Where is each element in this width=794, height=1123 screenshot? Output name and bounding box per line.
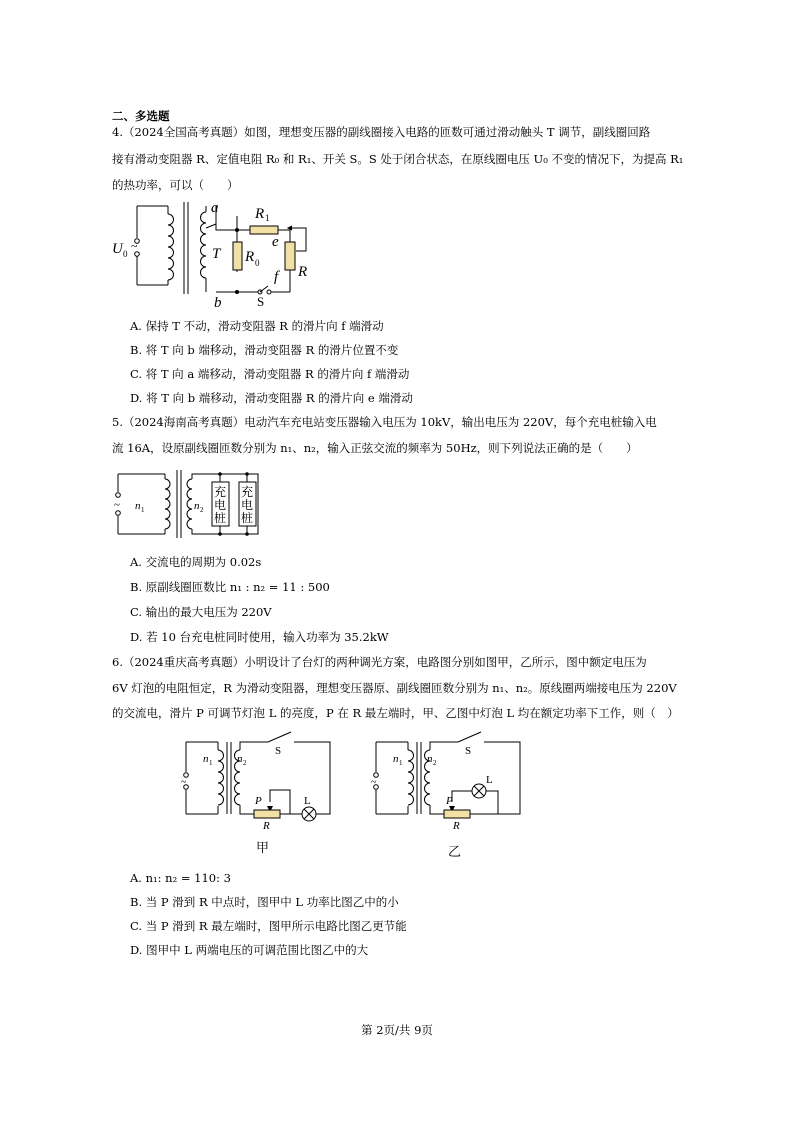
- q6b-lamp-l: L: [486, 774, 493, 786]
- q4-end-f: f: [274, 269, 279, 285]
- q5-pile1-char-2: 电: [214, 498, 227, 512]
- q5-pile1-char-3: 桩: [214, 511, 227, 525]
- q5-option-c: C. 输出的最大电压为 220V: [130, 605, 272, 619]
- q4-terminal-a: a: [211, 200, 219, 216]
- q4-line-2: 接有滑动变阻器 R、定值电阻 R₀ 和 R₁、开关 S。S 处于闭合状态，在原线圈电压 U₀ 不变的情况下，为提高 R₁: [112, 152, 684, 166]
- q4-end-e: e: [272, 234, 279, 250]
- q4-r1-label: R: [255, 206, 265, 222]
- q4-ac-symbol: ~: [131, 239, 138, 253]
- q6-figure-jia: [178, 728, 338, 856]
- q5-n1-subscript: 1: [141, 506, 145, 514]
- q6b-rheostat-r: R: [453, 820, 460, 832]
- q5-n2-subscript: 2: [200, 506, 204, 514]
- q5-pile2-char-1: 充: [241, 485, 254, 499]
- q6a-slider-p: P: [255, 795, 262, 807]
- q6b-n2-label: n: [427, 753, 433, 765]
- q4-option-c: C. 将 T 向 a 端移动，滑动变阻器 R 的滑片向 f 端滑动: [130, 367, 410, 381]
- q4-line-1: 4.（2024全国高考真题）如图，理想变压器的副线圈接入电路的匝数可通过滑动触头 T 调节，副线圈回路: [112, 125, 651, 139]
- page-footer: 第 2页/共 9页: [361, 1023, 433, 1037]
- q5-option-a: A. 交流电的周期为 0.02s: [130, 555, 262, 569]
- q5-pile2-char-2: 电: [241, 498, 254, 512]
- q4-option-a: A. 保持 T 不动，滑动变阻器 R 的滑片向 f 端滑动: [130, 319, 384, 333]
- q6b-ac-symbol: ~: [371, 777, 377, 788]
- q6-option-b: B. 当 P 滑到 R 中点时，图甲中 L 功率比图乙中的小: [130, 895, 399, 909]
- q5-option-b: B. 原副线圈匝数比 n₁ : n₂ = 11 : 500: [130, 580, 330, 594]
- q6b-slider-p: P: [446, 795, 453, 807]
- q6-option-d: D. 图甲中 L 两端电压的可调范围比图乙中的大: [130, 943, 369, 957]
- q4-r0-label: R: [245, 249, 255, 265]
- q6b-n1-label: n: [393, 753, 399, 765]
- q4-tap-t: T: [212, 246, 221, 262]
- q6-line-2: 6V 灯泡的电阻恒定，R 为滑动变阻器，理想变压器原、副线圈匝数分别为 n₁、n₂。原线圈两端接电压为 220V: [112, 681, 677, 695]
- q6a-n1-subscript: 1: [209, 759, 213, 767]
- q4-switch-s: S: [257, 294, 265, 309]
- q4-u0-label: U: [112, 241, 123, 257]
- q6-line-3: 的交流电，滑片 P 可调节灯泡 L 的亮度，P 在 R 最左端时，甲、乙图中灯泡 L 均在额定功率下工作，则（ ）: [112, 706, 679, 720]
- q6a-lamp-l: L: [304, 795, 311, 807]
- q6a-n1-label: n: [203, 753, 209, 765]
- q4-r1-subscript: 1: [265, 213, 270, 223]
- q5-n2-label: n: [194, 500, 200, 512]
- q6a-caption: 甲: [256, 840, 270, 855]
- q6a-n2-label: n: [237, 753, 243, 765]
- q4-terminal-b: b: [214, 295, 222, 311]
- q4-r0-subscript: 0: [255, 258, 260, 268]
- q5-pile1-char-1: 充: [214, 485, 227, 499]
- q5-pile2-char-3: 桩: [241, 511, 254, 525]
- q4-line-3: 的热功率，可以（ ）: [112, 178, 239, 192]
- q5-transformer-figure: [108, 462, 268, 542]
- q4-transformer-circuit-figure: [110, 198, 320, 310]
- q6-figure-yi: [368, 728, 528, 860]
- q5-line-1: 5.（2024海南高考真题）电动汽车充电站变压器输入电压为 10kV，输出电压为 220V，每个充电桩输入电: [112, 415, 657, 429]
- q6-option-a: A. n₁: n₂ = 110: 3: [130, 871, 231, 885]
- section-title: 二、多选题: [112, 109, 170, 123]
- q6-line-1: 6.（2024重庆高考真题）小明设计了台灯的两种调光方案，电路图分别如图甲，乙所示，图中额定电压为: [112, 655, 647, 669]
- q4-u0-subscript: 0: [123, 249, 128, 259]
- q4-option-d: D. 将 T 向 b 端移动，滑动变阻器 R 的滑片向 e 端滑动: [130, 391, 413, 405]
- q6b-switch-s: S: [465, 745, 472, 757]
- q6b-n1-subscript: 1: [399, 759, 403, 767]
- q4-rheostat-r: R: [298, 264, 308, 280]
- q4-option-b: B. 将 T 向 b 端移动，滑动变阻器 R 的滑片位置不变: [130, 343, 399, 357]
- q5-n1-label: n: [135, 500, 141, 512]
- q5-ac-symbol: ~: [114, 499, 120, 511]
- q6b-caption: 乙: [448, 844, 462, 859]
- q5-option-d: D. 若 10 台充电桩同时使用，输入功率为 35.2kW: [130, 630, 389, 644]
- q6-option-c: C. 当 P 滑到 R 最左端时，图甲所示电路比图乙更节能: [130, 919, 407, 933]
- q6a-rheostat-r: R: [263, 820, 270, 832]
- q6a-n2-subscript: 2: [243, 759, 247, 767]
- q6a-ac-symbol: ~: [181, 777, 187, 788]
- q6b-n2-subscript: 2: [433, 759, 437, 767]
- q5-line-2: 流 16A，设原副线圈匝数分别为 n₁、n₂，输入正弦交流的频率为 50Hz，则下列说法正确的是（ ）: [112, 441, 638, 455]
- q6a-switch-s: S: [275, 745, 282, 757]
